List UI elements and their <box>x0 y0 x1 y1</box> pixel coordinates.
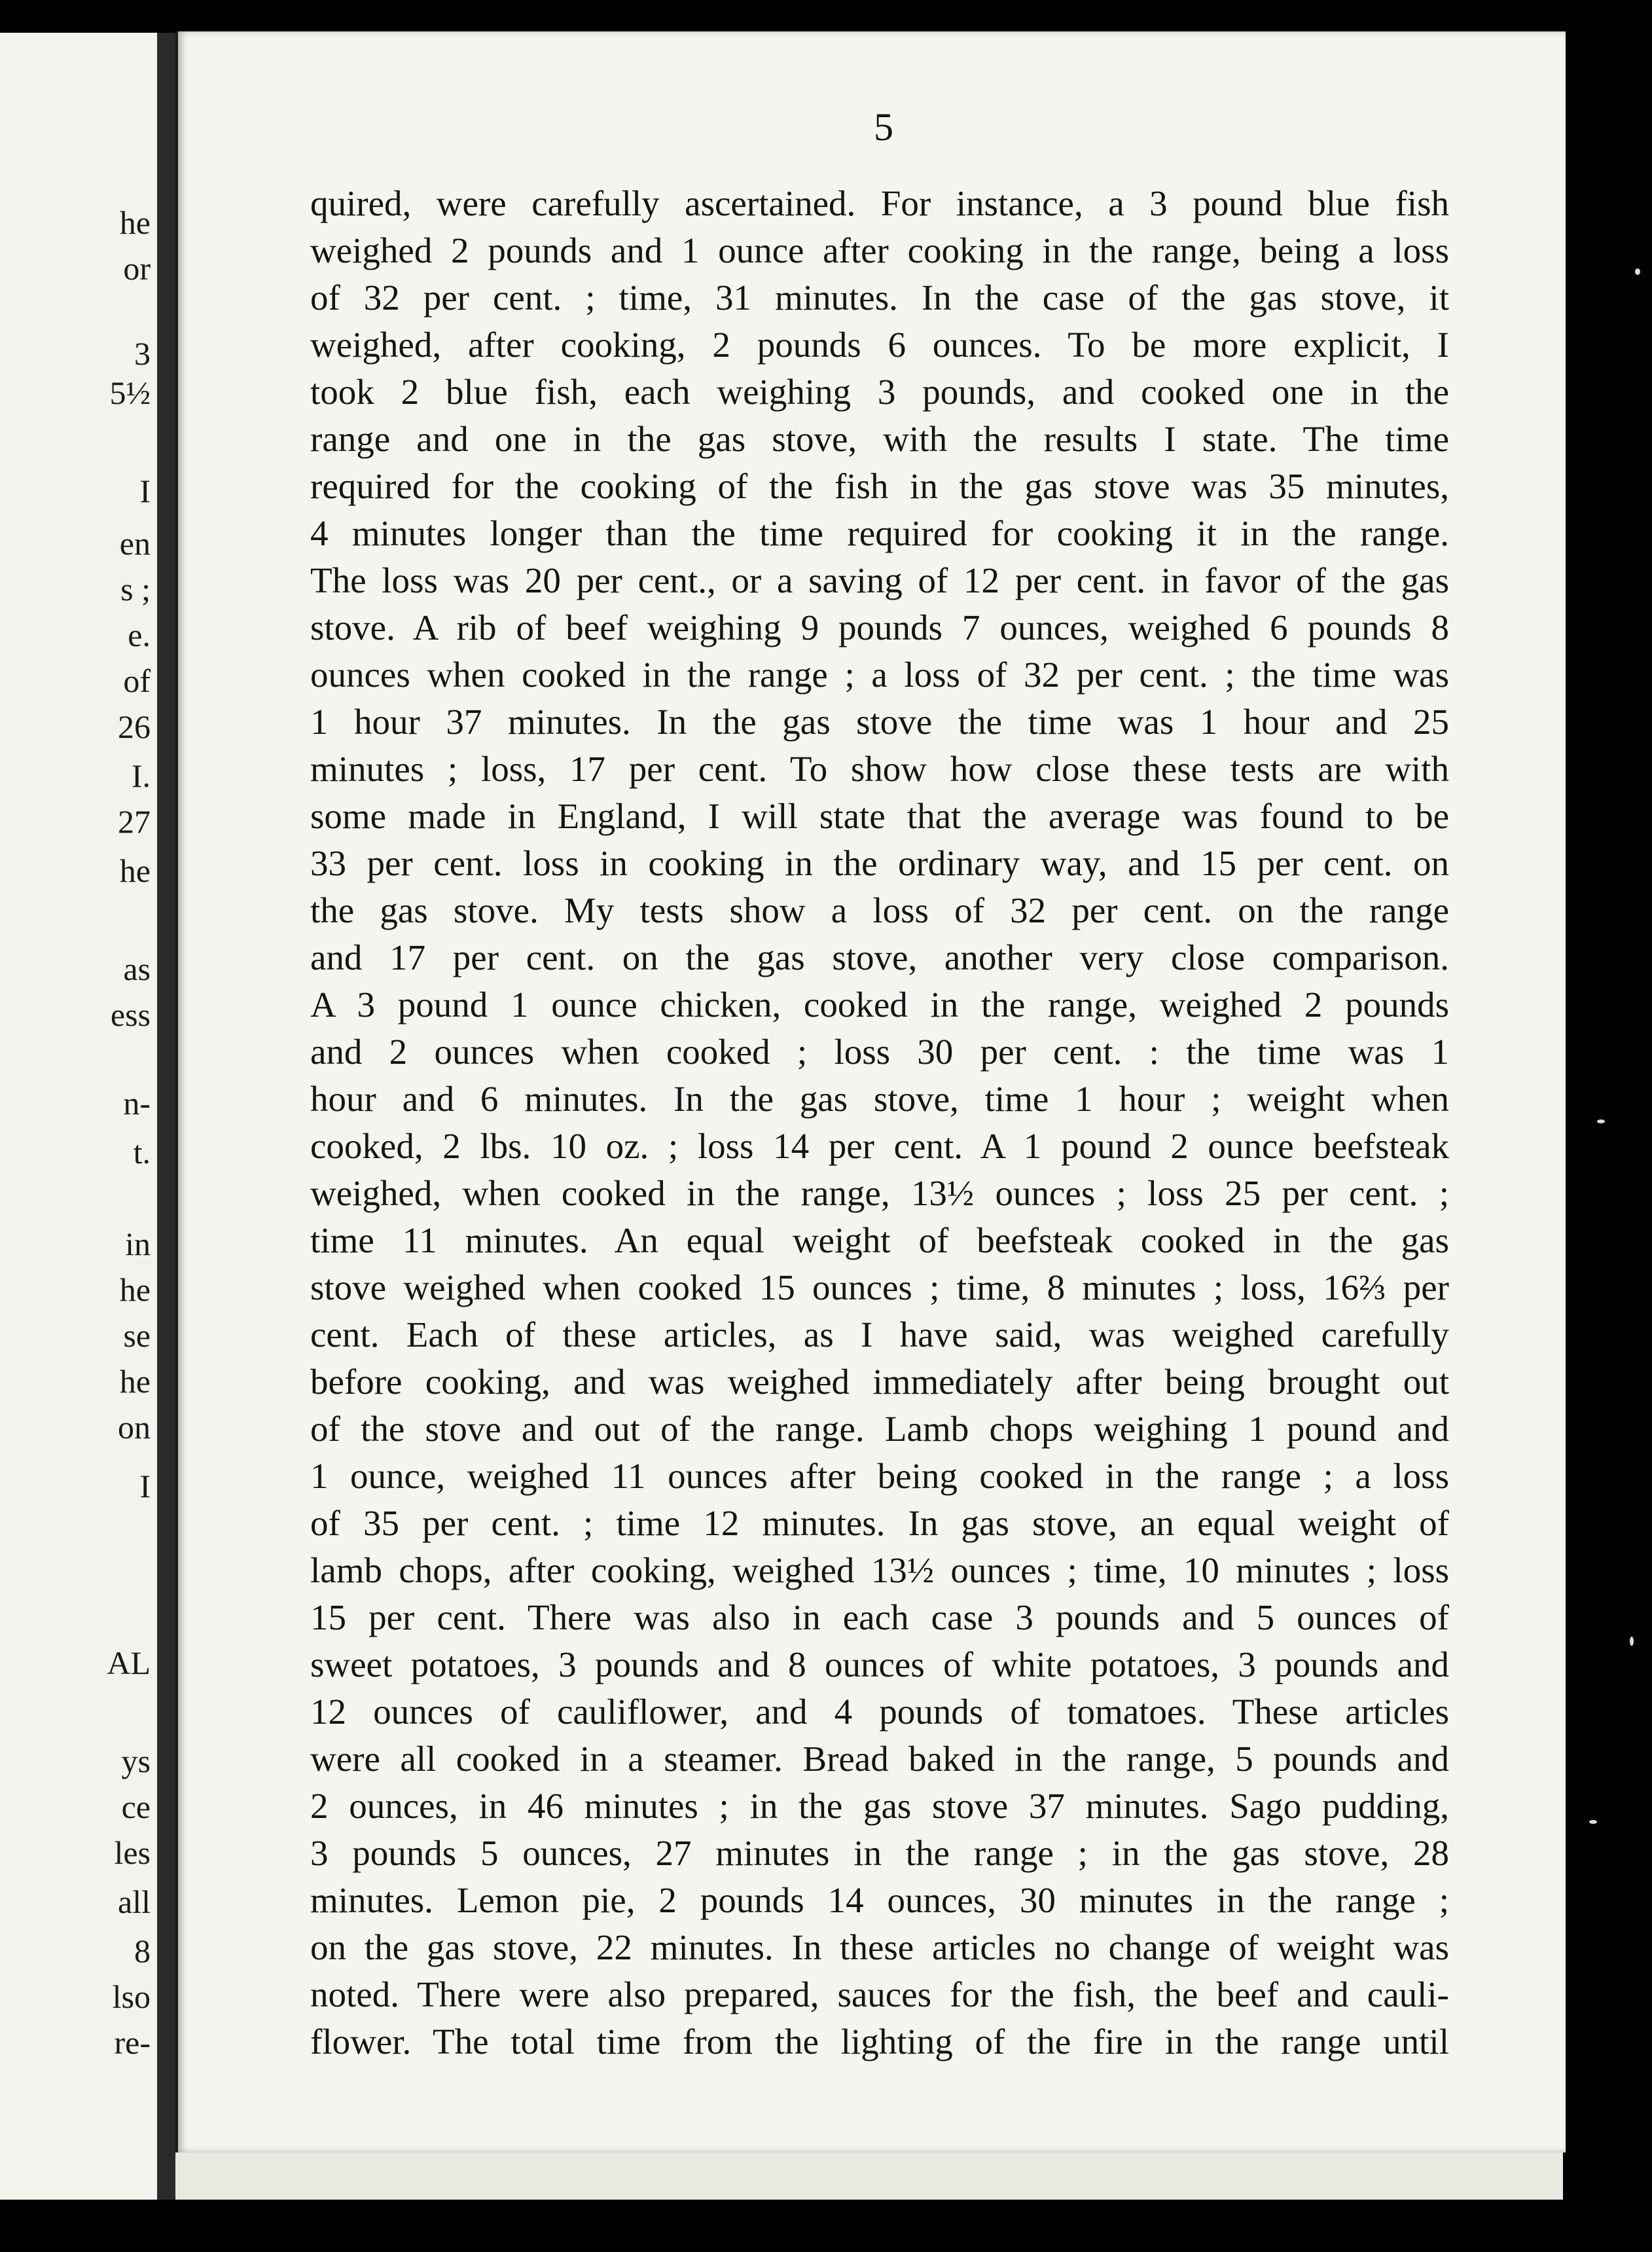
text-line: 15 per cent. There was also in each case 3 pounds and 5 ounces of <box>310 1597 1449 1637</box>
text-line: 2 ounces, in 46 minutes ; in the gas stove 37 minutes. Sago pudding, <box>310 1786 1449 1826</box>
text-line: range and one in the gas stove, with the results I state. The time <box>310 419 1449 459</box>
margin-fragment: les <box>114 1834 151 1871</box>
margin-fragment: 5½ <box>109 374 151 411</box>
margin-fragment: 8 <box>134 1933 151 1969</box>
margin-fragment: AL <box>107 1644 151 1681</box>
page-gutter <box>157 33 175 2200</box>
text-line: noted. There were also prepared, sauces for the fish, the beef and cauli- <box>310 1974 1449 2014</box>
text-line: ounces when cooked in the range ; a loss of 32 per cent. ; the time was <box>310 655 1449 695</box>
margin-fragment: re- <box>114 2024 151 2061</box>
text-line: required for the cooking of the fish in the gas stove was 35 minutes, <box>310 466 1449 506</box>
text-line: 4 minutes longer than the time required for cooking it in the range. <box>310 513 1449 553</box>
margin-fragment: ys <box>121 1743 151 1779</box>
left-margin-text <box>0 0 151 2252</box>
scan-speck <box>1597 1119 1605 1123</box>
text-line: and 17 per cent. on the gas stove, another very close comparison. <box>310 937 1449 977</box>
text-line: hour and 6 minutes. In the gas stove, time 1 hour ; weight when <box>310 1079 1449 1119</box>
margin-fragment: all <box>118 1883 151 1920</box>
text-line: A 3 pound 1 ounce chicken, cooked in the range, weighed 2 pounds <box>310 985 1449 1025</box>
text-line: quired, were carefully ascertained. For instance, a 3 pound blue fish <box>310 183 1449 223</box>
text-line: cent. Each of these articles, as I have said, was weighed carefully <box>310 1315 1449 1354</box>
margin-fragment: or <box>123 250 151 287</box>
margin-fragment: on <box>118 1409 151 1445</box>
text-line: The loss was 20 per cent., or a saving of 12 per cent. in favor of the gas <box>310 560 1449 600</box>
text-line: 3 pounds 5 ounces, 27 minutes in the range ; in the gas stove, 28 <box>310 1833 1449 1873</box>
text-line: the gas stove. My tests show a loss of 32 per cent. on the range <box>310 890 1449 930</box>
margin-fragment: s ; <box>120 571 151 608</box>
margin-fragment: ess <box>110 996 151 1033</box>
text-line: 1 ounce, weighed 11 ounces after being cooked in the range ; a loss <box>310 1456 1449 1496</box>
text-line: stove. A rib of beef weighing 9 pounds 7 ounces, weighed 6 pounds 8 <box>310 608 1449 647</box>
text-line: of 35 per cent. ; time 12 minutes. In gas stove, an equal weight of <box>310 1503 1449 1543</box>
margin-fragment: I. <box>131 757 151 794</box>
margin-fragment: of <box>123 663 151 699</box>
text-line: minutes ; loss, 17 per cent. To show how close these tests are with <box>310 749 1449 789</box>
margin-fragment: he <box>119 204 151 241</box>
text-line: cooked, 2 lbs. 10 oz. ; loss 14 per cent. A 1 pound 2 ounce beefsteak <box>310 1126 1449 1166</box>
margin-fragment: in <box>125 1226 151 1262</box>
text-line: 1 hour 37 minutes. In the gas stove the time was 1 hour and 25 <box>310 702 1449 742</box>
text-line: time 11 minutes. An equal weight of beefsteak cooked in the gas <box>310 1220 1449 1260</box>
text-line: on the gas stove, 22 minutes. In these articles no change of weight was <box>310 1927 1449 1967</box>
text-line: stove weighed when cooked 15 ounces ; time, 8 minutes ; loss, 16⅔ per <box>310 1267 1449 1307</box>
margin-fragment: 26 <box>118 708 151 745</box>
scan-speck <box>1635 268 1640 275</box>
text-line: before cooking, and was weighed immediately after being brought out <box>310 1362 1449 1402</box>
page-bottom-edge <box>175 2152 1563 2200</box>
text-line: of the stove and out of the range. Lamb chops weighing 1 pound and <box>310 1409 1449 1449</box>
margin-fragment: 27 <box>118 803 151 840</box>
margin-fragment: ce <box>121 1789 151 1825</box>
scan-speck <box>1630 1637 1634 1646</box>
margin-fragment: lso <box>112 1978 151 2015</box>
scan-speck <box>1589 1820 1597 1824</box>
text-line: of 32 per cent. ; time, 31 minutes. In the case of the gas stove, it <box>310 278 1449 318</box>
text-line: were all cooked in a steamer. Bread baked in the range, 5 pounds and <box>310 1739 1449 1779</box>
margin-fragment: se <box>123 1317 151 1354</box>
text-line: some made in England, I will state that the average was found to be <box>310 796 1449 836</box>
margin-fragment: I <box>139 473 151 509</box>
margin-fragment: he <box>119 852 151 889</box>
margin-fragment: I <box>139 1468 151 1504</box>
margin-fragment: he <box>119 1363 151 1400</box>
margin-fragment: n- <box>123 1085 151 1121</box>
text-line: and 2 ounces when cooked ; loss 30 per cent. : the time was 1 <box>310 1032 1449 1072</box>
page-number: 5 <box>874 105 893 149</box>
margin-fragment: as <box>123 951 151 987</box>
margin-fragment: e. <box>128 617 151 653</box>
text-line: weighed, when cooked in the range, 13½ ounces ; loss 25 per cent. ; <box>310 1173 1449 1213</box>
margin-fragment: t. <box>133 1134 151 1171</box>
text-line: lamb chops, after cooking, weighed 13½ ounces ; time, 10 minutes ; loss <box>310 1550 1449 1590</box>
text-line: weighed 2 pounds and 1 ounce after cooking in the range, being a loss <box>310 230 1449 270</box>
margin-fragment: he <box>119 1271 151 1308</box>
text-line: flower. The total time from the lighting of the fire in the range until <box>310 2022 1449 2061</box>
margin-fragment: en <box>119 525 151 562</box>
text-line: 12 ounces of cauliflower, and 4 pounds of tomatoes. These articles <box>310 1692 1449 1732</box>
text-line: sweet potatoes, 3 pounds and 8 ounces of white potatoes, 3 pounds and <box>310 1644 1449 1684</box>
text-line: weighed, after cooking, 2 pounds 6 ounces. To be more explicit, I <box>310 325 1449 365</box>
text-line: minutes. Lemon pie, 2 pounds 14 ounces, 30 minutes in the range ; <box>310 1880 1449 1920</box>
text-line: took 2 blue fish, each weighing 3 pounds, and cooked one in the <box>310 372 1449 412</box>
text-line: 33 per cent. loss in cooking in the ordinary way, and 15 per cent. on <box>310 843 1449 883</box>
margin-fragment: 3 <box>134 335 151 372</box>
body-text <box>310 180 1449 2065</box>
